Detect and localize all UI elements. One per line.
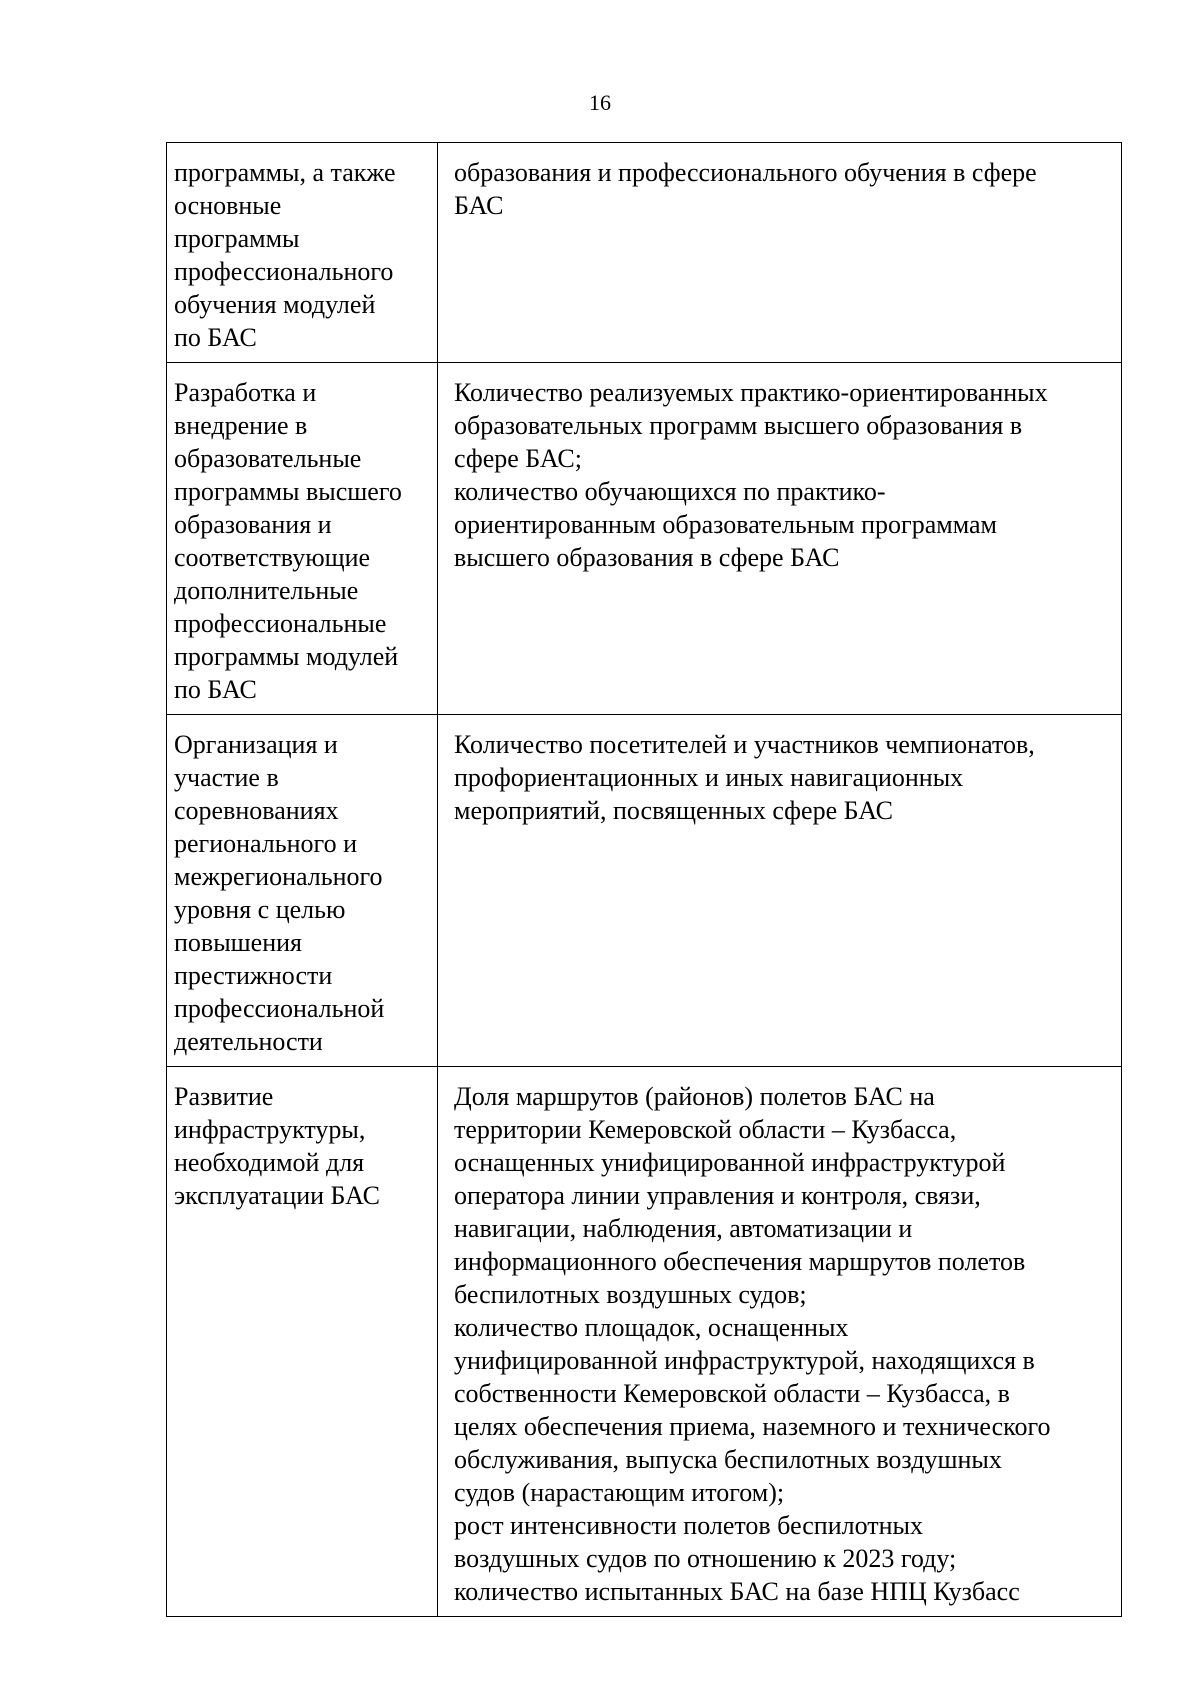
- indicator-text-line: воздушных судов по отношению к 2023 году;: [454, 1544, 957, 1573]
- activity-text-line: профессионального: [174, 257, 394, 286]
- indicator-text-line: количество испытанных БАС на базе НПЦ Кузбасс: [454, 1577, 1020, 1606]
- activity-text-line: деятельности: [174, 1027, 323, 1056]
- indicator-text-line: ориентированным образовательным программам: [454, 510, 997, 539]
- indicator-text-line: образовательных программ высшего образования в: [454, 411, 1023, 440]
- activity-cell: [167, 715, 438, 1067]
- activity-text-line: Разработка и: [174, 378, 317, 407]
- activity-text-line: обучения модулей: [174, 290, 376, 319]
- indicator-text-line: унифицированной инфраструктурой, находящихся в: [454, 1346, 1035, 1375]
- table-row: [167, 1067, 1122, 1617]
- table-row: [167, 363, 1122, 715]
- indicator-text-line: навигации, наблюдения, автоматизации и: [454, 1214, 913, 1243]
- indicator-text-line: Количество реализуемых практико-ориентированных: [454, 378, 1048, 407]
- activity-text-line: дополнительные: [174, 576, 359, 605]
- activity-text-line: Развитие: [174, 1082, 274, 1111]
- activity-text-line: образования и: [174, 510, 332, 539]
- activity-text-line: по БАС: [174, 675, 257, 704]
- indicator-text-line: судов (нарастающим итогом);: [454, 1478, 785, 1507]
- indicator-text-line: территории Кемеровской области – Кузбасса,: [454, 1115, 957, 1144]
- indicator-cell: [438, 1067, 1122, 1617]
- table-body: [167, 143, 1122, 1617]
- indicator-cell: [438, 363, 1122, 715]
- indicator-text-line: рост интенсивности полетов беспилотных: [454, 1511, 924, 1540]
- indicator-cell: [438, 715, 1122, 1067]
- activity-cell: [167, 143, 438, 363]
- indicator-text-line: обслуживания, выпуска беспилотных воздушных: [454, 1445, 1002, 1474]
- activity-text-line: программы: [174, 224, 300, 253]
- indicator-text-line: высшего образования в сфере БАС: [454, 543, 840, 572]
- activity-text-line: по БАС: [174, 323, 257, 352]
- activity-text-line: соответствующие: [174, 543, 371, 572]
- indicator-text-line: количество обучающихся по практико-: [454, 477, 886, 506]
- activity-text-line: инфраструктуры,: [174, 1115, 366, 1144]
- indicator-text-line: количество площадок, оснащенных: [454, 1313, 849, 1342]
- indicator-text-line: Количество посетителей и участников чемпионатов,: [454, 730, 1035, 759]
- activity-text-line: Организация и: [174, 730, 338, 759]
- indicator-cell: [438, 143, 1122, 363]
- activity-text-line: программы модулей: [174, 642, 399, 671]
- page-number: 16: [589, 90, 611, 115]
- activity-text-line: профессиональные: [174, 609, 387, 638]
- activity-text-line: соревнованиях: [174, 796, 339, 825]
- activity-cell: [167, 363, 438, 715]
- indicator-text-line: информационного обеспечения маршрутов полетов: [454, 1247, 1026, 1276]
- indicator-text-line: беспилотных воздушных судов;: [454, 1280, 807, 1309]
- indicator-text-line: мероприятий, посвященных сфере БАС: [454, 796, 894, 825]
- activity-text-line: программы, а также: [174, 158, 396, 187]
- activity-text-line: образовательные: [174, 444, 362, 473]
- activity-text-line: уровня с целью: [174, 895, 346, 924]
- activity-text-line: внедрение в: [174, 411, 308, 440]
- table-row: [167, 715, 1122, 1067]
- activity-text-line: престижности: [174, 961, 333, 990]
- indicator-text-line: Доля маршрутов (районов) полетов БАС на: [454, 1082, 935, 1111]
- activity-text-line: эксплуатации БАС: [174, 1181, 380, 1210]
- activity-text-line: основные: [174, 191, 282, 220]
- indicator-text-line: оснащенных унифицированной инфраструктурой: [454, 1148, 1006, 1177]
- activity-text-line: профессиональной: [174, 994, 385, 1023]
- indicator-text-line: БАС: [454, 191, 504, 220]
- measures-table: [166, 142, 1122, 1617]
- indicator-text-line: собственности Кемеровской области – Кузбасса, в: [454, 1379, 1010, 1408]
- activity-text-line: повышения: [174, 928, 303, 957]
- indicator-text-line: оператора линии управления и контроля, связи,: [454, 1181, 981, 1210]
- activity-text-line: программы высшего: [174, 477, 402, 506]
- table-row: [167, 143, 1122, 363]
- activity-text-line: необходимой для: [174, 1148, 365, 1177]
- activity-text-line: межрегионального: [174, 862, 383, 891]
- activity-text-line: участие в: [174, 763, 279, 792]
- indicator-text-line: сфере БАС;: [454, 444, 582, 473]
- activity-cell: [167, 1067, 438, 1617]
- indicator-text-line: профориентационных и иных навигационных: [454, 763, 964, 792]
- indicator-text-line: целях обеспечения приема, наземного и технического: [454, 1412, 1051, 1441]
- activity-text-line: регионального и: [174, 829, 357, 858]
- indicator-text-line: образования и профессионального обучения в сфере: [454, 158, 1037, 187]
